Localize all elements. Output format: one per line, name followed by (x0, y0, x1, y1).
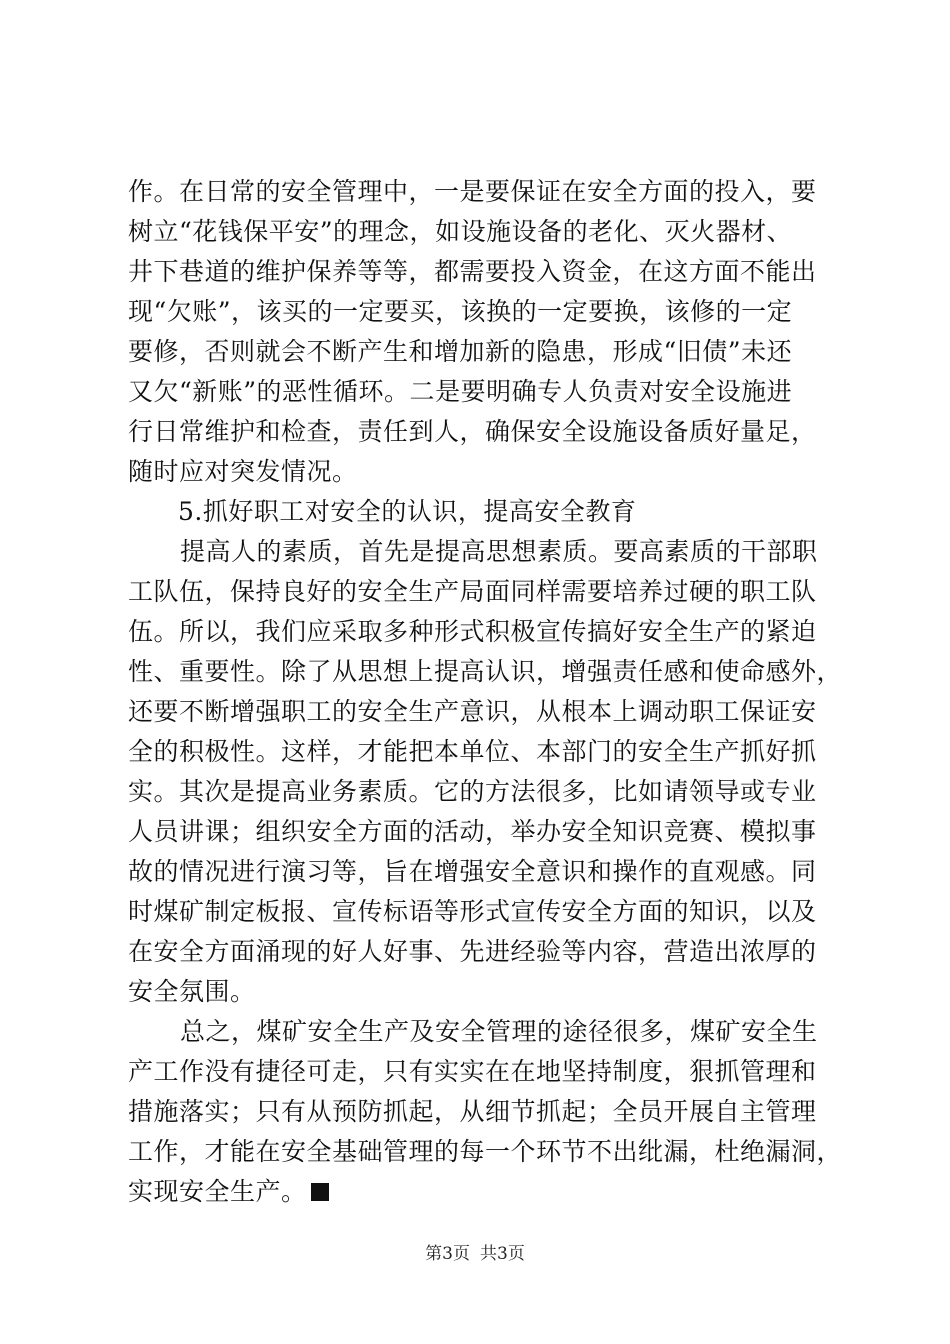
text-line: 又欠“新账”的恶性循环。二是要明确专人负责对安全设施进 (128, 377, 793, 406)
text-line: 措施落实；只有从预防抓起，从细节抓起；全员开展自主管理 (128, 1097, 817, 1126)
text-line: 故的情况进行演习等，旨在增强安全意识和操作的直观感。同 (128, 857, 817, 886)
text-line: 产工作没有捷径可走，只有实实在在地坚持制度，狠抓管理和 (128, 1057, 817, 1086)
text-line: 工作，才能在安全基础管理的每一个环节不出纰漏，杜绝漏洞， (128, 1137, 843, 1166)
text-line: 安全氛围。 (128, 977, 256, 1006)
document-body (128, 172, 843, 1212)
text-line: 时煤矿制定板报、宣传标语等形式宣传安全方面的知识，以及 (128, 897, 817, 926)
text-line: 伍。所以，我们应采取多种形式积极宣传搞好安全生产的紧迫 (128, 617, 817, 646)
text-line: 现“欠账”，该买的一定要买，该换的一定要换，该修的一定 (128, 297, 793, 326)
paragraph-first-line: 提高人的素质，首先是提高思想素质。要高素质的干部职 (180, 537, 818, 566)
text-line: 树立“花钱保平安”的理念，如设施设备的老化、灭火器材、 (128, 217, 793, 246)
text-line: 作。在日常的安全管理中，一是要保证在安全方面的投入，要 (128, 177, 817, 206)
text-line: 在安全方面涌现的好人好事、先进经验等内容，营造出浓厚的 (128, 937, 817, 966)
text-line: 性、重要性。除了从思想上提高认识，增强责任感和使命感外， (128, 657, 843, 686)
page-number: 第3页 (425, 1244, 470, 1264)
page-footer (0, 1242, 950, 1266)
text-line: 人员讲课；组织安全方面的活动，举办安全知识竞赛、模拟事 (128, 817, 817, 846)
text-line: 随时应对突发情况。 (128, 457, 358, 486)
final-line-text: 实现安全生产。 (128, 1177, 307, 1206)
text-line: 工队伍，保持良好的安全生产局面同样需要培养过硬的职工队 (128, 577, 817, 606)
paragraph-first-line: 总之，煤矿安全生产及安全管理的途径很多，煤矿安全生 (180, 1017, 818, 1046)
text-line-final (128, 1172, 828, 1212)
text-line: 行日常维护和检查，责任到人，确保安全设施设备质好量足， (128, 417, 817, 446)
end-mark-square-icon (311, 1183, 329, 1201)
text-line: 全的积极性。这样，才能把本单位、本部门的安全生产抓好抓 (128, 737, 817, 766)
text-line: 要修，否则就会不断产生和增加新的隐患，形成“旧债”未还 (128, 337, 793, 366)
text-line: 实。其次是提高业务素质。它的方法很多，比如请领导或专业 (128, 777, 817, 806)
text-line: 还要不断增强职工的安全生产意识，从根本上调动职工保证安 (128, 697, 817, 726)
text-line: 井下巷道的维护保养等等，都需要投入资金，在这方面不能出 (128, 257, 817, 286)
page-total: 共3页 (480, 1244, 525, 1264)
section-heading: 5.抓好职工对安全的认识，提高安全教育 (178, 497, 637, 526)
